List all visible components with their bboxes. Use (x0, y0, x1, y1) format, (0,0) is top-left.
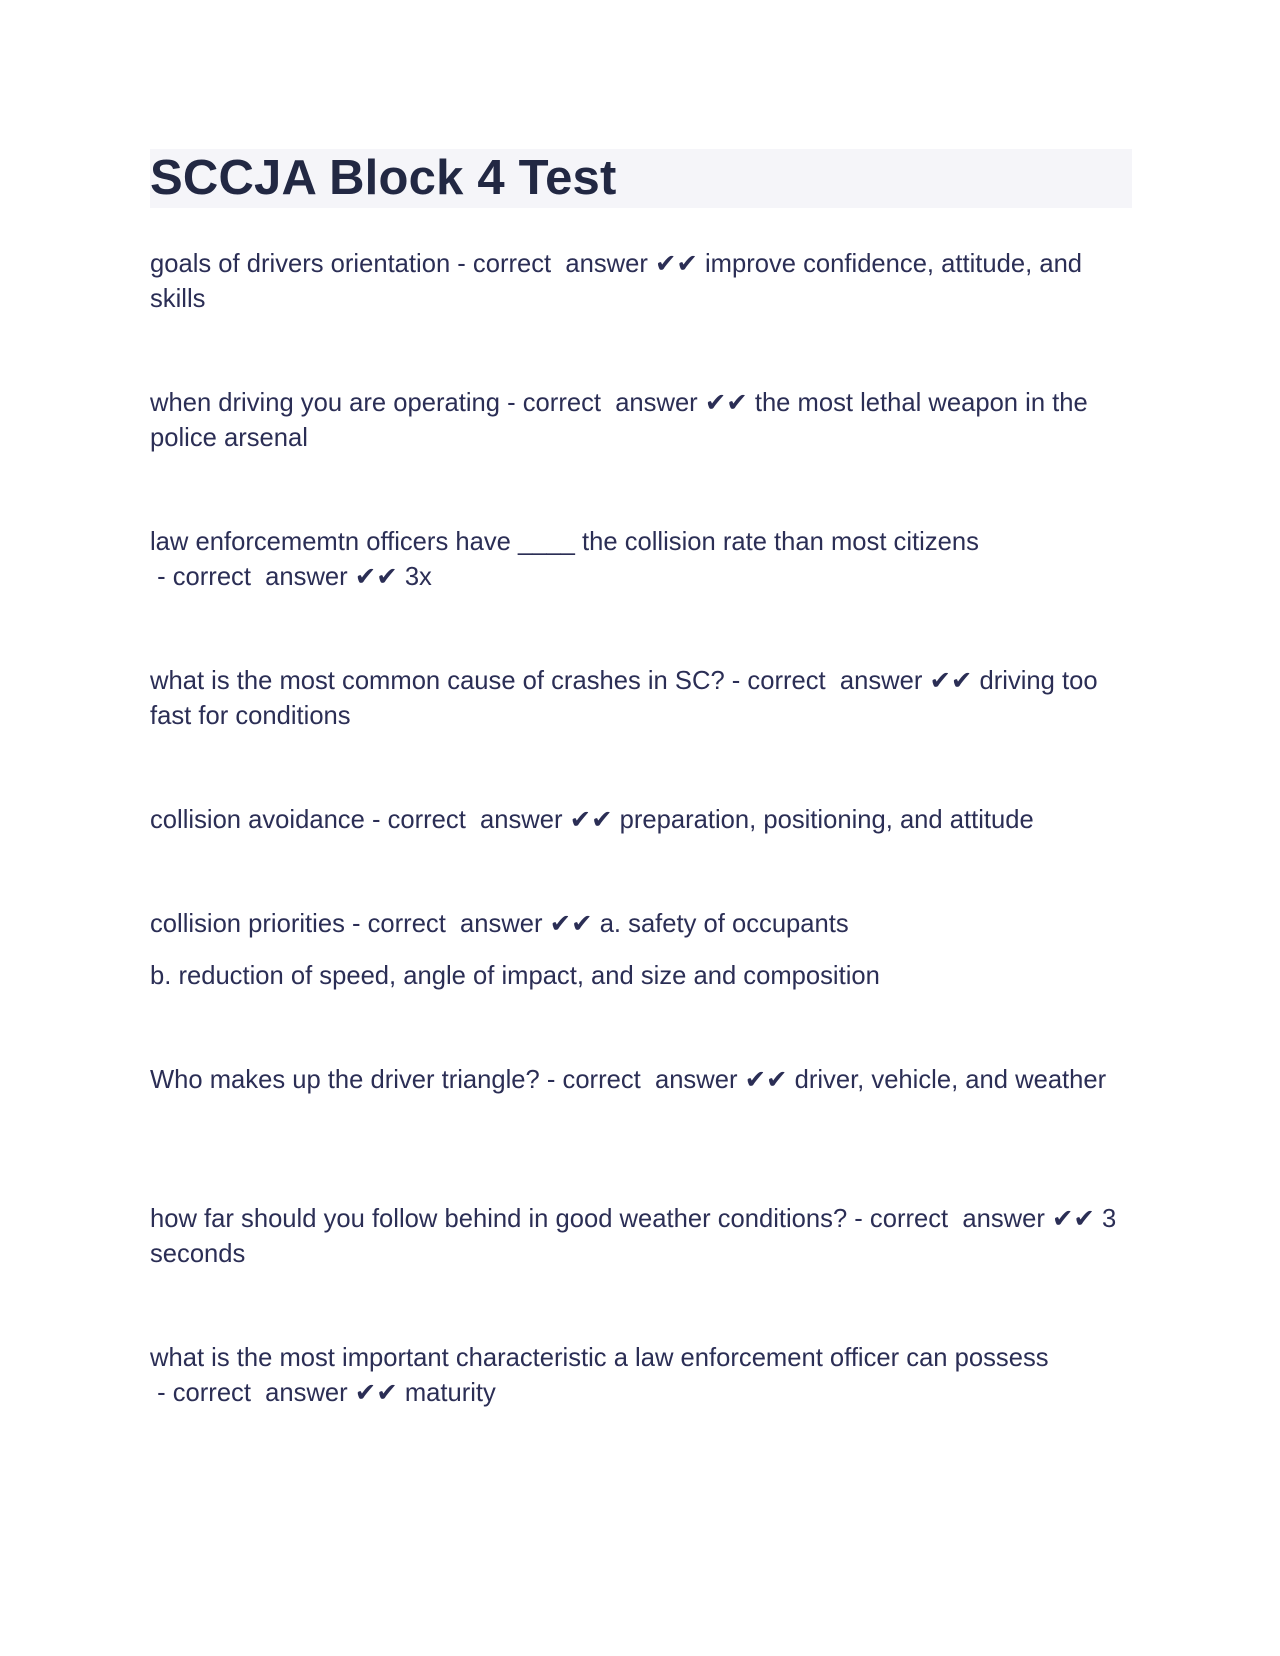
answer-marker: - correct answer ✔✔ (724, 667, 980, 695)
answer-continuation: b. reduction of speed, angle of impact, and size and composition (150, 962, 880, 990)
answer-marker: - correct answer ✔✔ (539, 1066, 795, 1094)
answer-marker: - correct answer ✔✔ (500, 389, 755, 417)
question-text: what is the most common cause of crashes in SC? (150, 667, 725, 695)
question-text: goals of drivers orientation (150, 250, 451, 278)
answer-text: improve confidence, attitude, and skills (150, 250, 1083, 313)
question-text: Who makes up the driver triangle? (150, 1066, 540, 1094)
qa-item (150, 1202, 1140, 1272)
answer-marker: - correct answer ✔✔ (364, 806, 620, 834)
answer-marker: - correct answer ✔✔ (150, 563, 405, 591)
title-band (150, 149, 1132, 208)
question-text: collision avoidance (150, 806, 365, 834)
answer-text: preparation, positioning, and attitude (619, 806, 1034, 834)
answer-text: the most lethal weapon in the police arsenal (150, 389, 1088, 452)
answer-text: 3 seconds (150, 1205, 1117, 1268)
question-text: collision priorities (150, 910, 345, 938)
question-text: how far should you follow behind in good weather conditions? (150, 1205, 848, 1233)
qa-item (150, 1341, 1140, 1411)
answer-text: a. safety of occupants (599, 910, 849, 938)
answer-text: 3x (404, 563, 432, 591)
qa-item (150, 664, 1140, 734)
qa-item (150, 907, 1140, 994)
answer-text: driving too fast for conditions (150, 667, 1098, 730)
answer-text: driver, vehicle, and weather (794, 1066, 1107, 1094)
qa-item (150, 803, 1140, 838)
qa-item (150, 525, 1140, 595)
qa-item (150, 1063, 1140, 1098)
answer-marker: - correct answer ✔✔ (847, 1205, 1102, 1233)
answer-text: maturity (404, 1379, 496, 1407)
question-text: what is the most important characteristic a law enforcement officer can possess (150, 1344, 1049, 1372)
qa-line (150, 907, 1140, 942)
qa-item (150, 247, 1140, 317)
page-title: SCCJA Block 4 Test (150, 151, 617, 205)
answer-marker: - correct answer ✔✔ (344, 910, 600, 938)
question-text: when driving you are operating (150, 389, 501, 417)
qa-item (150, 386, 1140, 456)
answer-marker: - correct answer ✔✔ (450, 250, 705, 278)
question-text: law enforcememtn officers have ____ the collision rate than most citizens (150, 528, 979, 556)
document-page (150, 149, 1132, 1407)
answer-marker: - correct answer ✔✔ (150, 1379, 405, 1407)
